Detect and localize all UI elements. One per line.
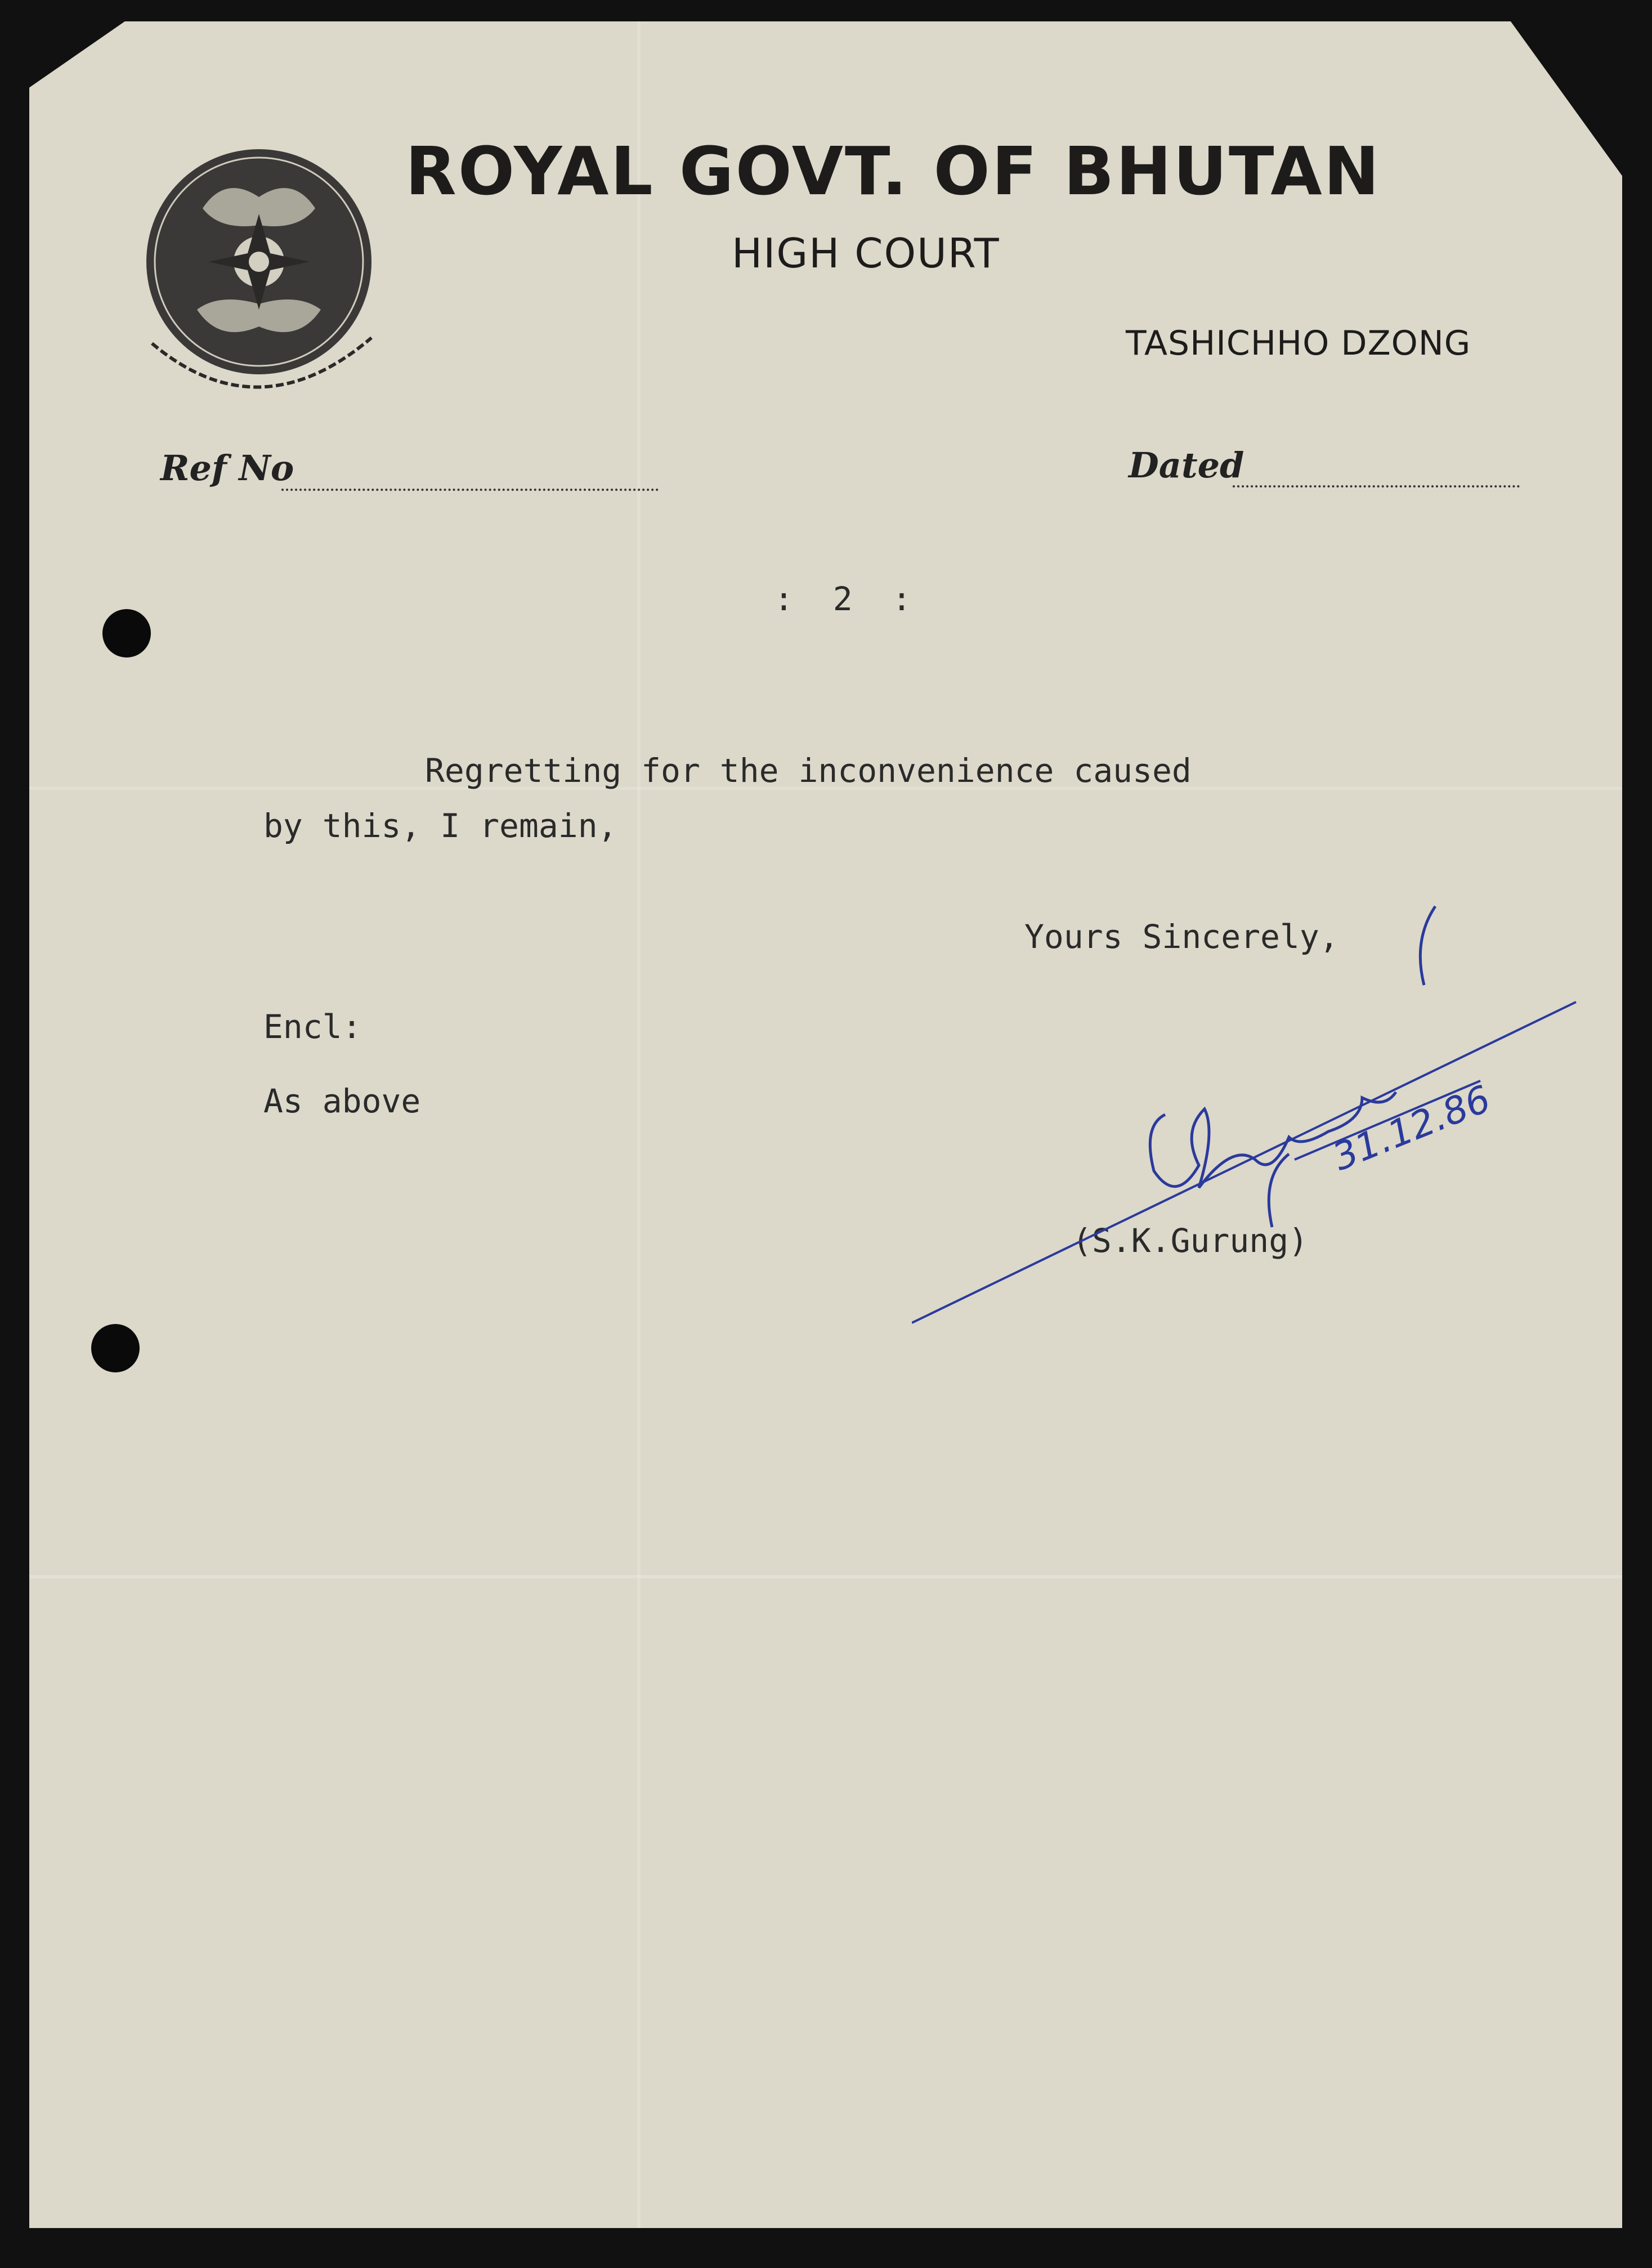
dated-label: Dated (1129, 445, 1244, 486)
royal-emblem-icon (129, 141, 422, 433)
svg-text:31.12.86: 31.12.86 (1327, 1077, 1497, 1179)
enclosure-label: Encl: (263, 1008, 362, 1046)
page-marker: : 2 : (774, 580, 912, 618)
punch-hole-top (102, 609, 151, 657)
fold-crease-lower (29, 1575, 1622, 1578)
handwritten-signature-icon (912, 889, 1587, 1340)
body-line-1: Regretting for the inconvenience caused (425, 751, 1192, 790)
enclosure-value: As above (263, 1082, 421, 1120)
letterhead-title: ROYAL GOVT. OF BHUTAN (405, 132, 1381, 210)
ref-no-line (281, 489, 659, 491)
fold-crease-vertical (637, 21, 641, 2228)
signatory-name: (S.K.Gurung) (1072, 1222, 1309, 1260)
punch-hole-bottom (91, 1324, 140, 1372)
body-line-2: by this, I remain, (263, 807, 617, 845)
letterhead-subtitle: HIGH COURT (732, 230, 1000, 277)
ref-no-label: Ref No (160, 448, 294, 489)
dated-line (1233, 485, 1520, 487)
closing: Yours Sincerely, (1024, 918, 1339, 956)
letterhead-location: TASHICHHO DZONG (1126, 324, 1471, 363)
